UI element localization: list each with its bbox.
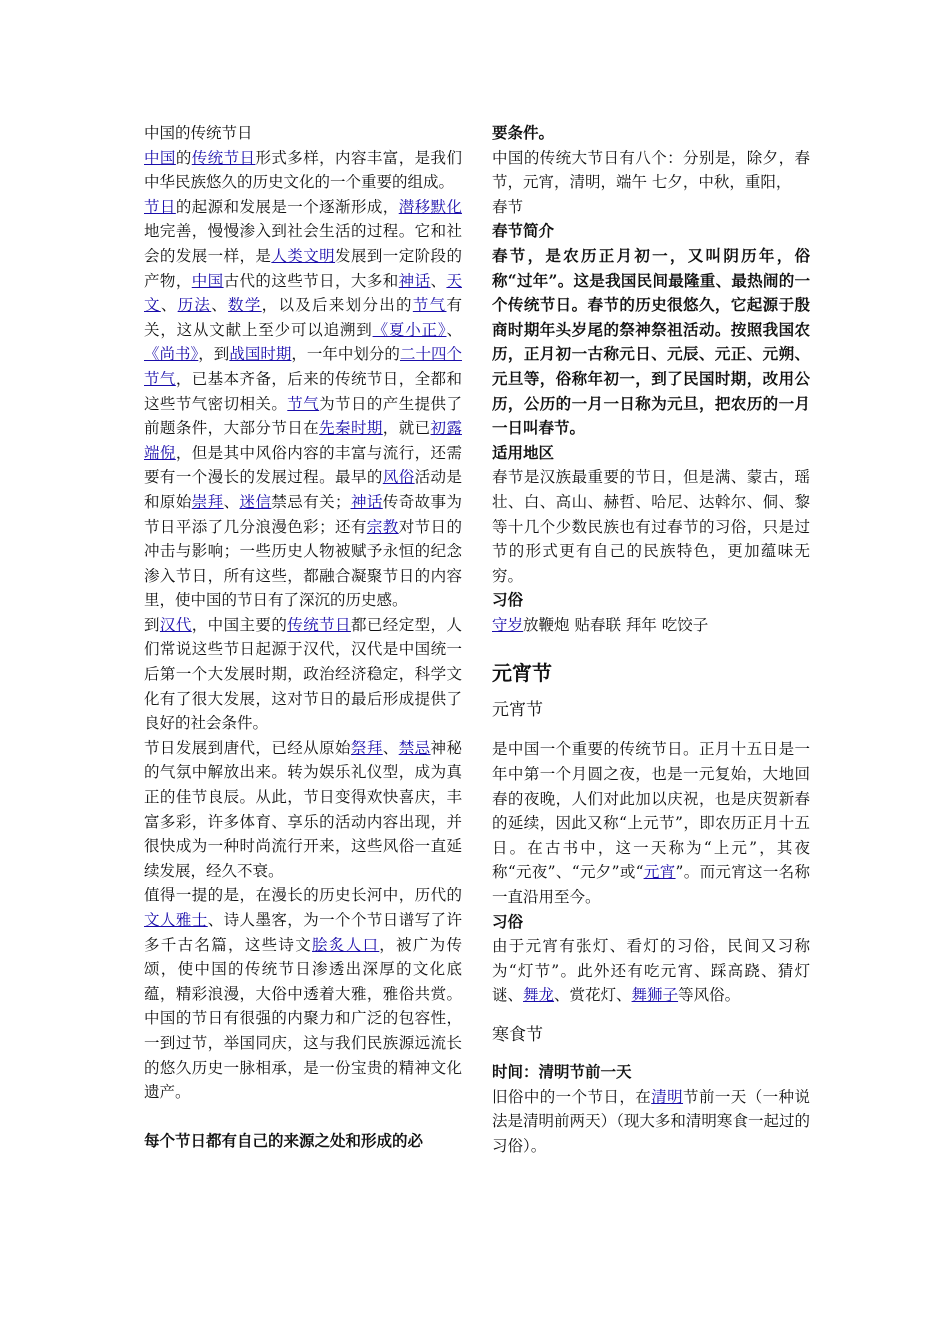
- link-lifa[interactable]: 历法: [177, 296, 212, 315]
- yuanxiao-custom-heading: 习俗: [492, 911, 524, 931]
- link-shuxue[interactable]: 数学: [228, 296, 262, 315]
- right-column: [492, 121, 810, 1158]
- origin-paragraph: 节日的起源和发展是一个逐渐形成，潜移默化地完善，慢慢渗入到社会生活的过程。它和社会的发展一样，是人类文明发展到一定阶段的产物，中国古代的这些节日，大多和神话、天文、历法、数学，以及后来划分出的节气有关，这从文献上至少可以追溯到《夏小正》、《尚书》，到战国时期，一年中划分的二十四个节气，已基本齐备，后来的传统节日，全都和这些节气密切相关。节气为节日的产生提供了前题条件，大部分节日在先秦时期，就已初露端倪，但是其中风俗内容的丰富与流行，还需要有一个漫长的发展过程。最早的风俗活动是和原始崇拜、迷信禁忌有关；神话传奇故事为节日平添了几分浪漫色彩；还有宗教对节日的冲击与影响；一些历史人物被赋予永恒的纪念渗入节日，所有这些，都融合凝聚节日的内容里，使中国的节日有了深沉的历史感。: [144, 197, 462, 610]
- custom-paragraph: 守岁放鞭炮 贴春联 拜年 吃饺子: [492, 615, 709, 634]
- link-tianwen[interactable]: 天文: [144, 271, 462, 315]
- link-jieri[interactable]: 节日: [144, 197, 176, 216]
- region-heading: 适用地区: [492, 442, 555, 462]
- link-mixin[interactable]: 迷信: [239, 492, 272, 511]
- hanshi-time: 时间：清明节前一天: [492, 1062, 632, 1081]
- region-paragraph: 春节是汉族最重要的节日，但是满、蒙古，瑶壮、白、高山、赫哲、哈尼、达斡尔、侗、黎等十几个少数民族也有过春节的习俗，只是过节的形式更有自己的民族特色，更加蕴味无穷。: [492, 468, 810, 585]
- hanshi-heading: 寒食节: [492, 1025, 543, 1045]
- link-jieqi[interactable]: 节气: [412, 296, 447, 315]
- intro-paragraph: 中国的传统节日形式多样，内容丰富，是我们中华民族悠久的历史文化的一个重要的组成。: [144, 148, 462, 192]
- link-jinji[interactable]: 禁忌: [398, 738, 431, 757]
- tangdai-paragraph: 节日发展到唐代，已经从原始祭拜、禁忌神秘的气氛中解放出来。转为娱乐礼仪型，成为真正的佳节良辰。从此，节日变得欢快喜庆，丰富多彩，许多体育、享乐的活动内容出现，并很快成为一种时尚流行开来，这些风俗一直延续发展，经久不衰。: [144, 738, 462, 880]
- left-column: [144, 121, 462, 1154]
- yuanxiao-custom-paragraph: 由于元宵有张灯、看灯的习俗，民间又习称为“灯节”。此外还有吃元宵、踩高跷、猜灯谜、舞龙、赏花灯、舞狮子等风俗。: [492, 937, 810, 1005]
- spring-intro-heading: 春节简介: [492, 221, 555, 241]
- bold-statement-continued: 要条件。: [492, 123, 555, 142]
- link-chongbai[interactable]: 崇拜: [191, 492, 224, 511]
- link-shangshu[interactable]: 《尚书》: [144, 345, 199, 364]
- article-title: 中国的传统节日: [144, 124, 253, 142]
- yuanxiao-heading: 元宵节: [492, 661, 552, 686]
- blank-line: [144, 1105, 462, 1130]
- link-xiaxiaozheng[interactable]: 《夏小正》: [372, 320, 447, 339]
- link-renlei-wenming[interactable]: 人类文明: [271, 246, 336, 265]
- link-jibai[interactable]: 祭拜: [350, 738, 383, 757]
- link-jieqi-2[interactable]: 节气: [287, 394, 320, 413]
- eight-festivals-paragraph: 中国的传统大节日有八个：分别是，除夕，春节，元宵，清明，端午 七夕，中秋，重阳，: [492, 148, 810, 192]
- link-zhongguo[interactable]: 中国: [144, 148, 176, 167]
- yuanxiao-subheading: 元宵节: [492, 700, 543, 721]
- link-chuantong-jieri-2[interactable]: 传统节日: [287, 615, 351, 634]
- link-handai[interactable]: 汉代: [159, 615, 192, 634]
- link-ershisi-jieqi[interactable]: 二十四个节气: [144, 345, 462, 388]
- wenren-paragraph: 值得一提的是，在漫长的历史长河中，历代的文人雅士、诗人墨客，为一个个节日谱写了许多千古名篇，这些诗文脍炙人口，被广为传颂，使中国的传统节日渗透出深厚的文化底蕴，精彩浪漫，大俗中透着大雅，雅俗共赏。中国的节日有很强的内聚力和广泛的包容性，一到过节，举国同庆，这与我们民族源远流长的悠久历史一脉相承，是一份宝贵的精神文化遗产。: [144, 886, 462, 1102]
- spring-intro-paragraph: 春节，是农历正月初一，又叫阴历年，俗称“过年”。这是我国民间最隆重、最热闹的一个传统节日。春节的历史很悠久，它起源于殷商时期年头岁尾的祭神祭祖活动。按照我国农历，正月初一古称元日、元辰、元正、元朔、元旦等，俗称年初一，到了民国时期，改用公历，公历的一月一日称为元旦，把农历的一月一日叫春节。: [492, 245, 810, 438]
- link-wulong[interactable]: 舞龙: [523, 986, 555, 1005]
- link-qianyimohua[interactable]: 潜移默化: [398, 197, 462, 216]
- bold-statement: 每个节日都有自己的来源之处和形成的必: [144, 1131, 424, 1151]
- link-zhongguo-2[interactable]: 中国: [191, 271, 224, 290]
- link-xianqin-shiqi[interactable]: 先秦时期: [319, 419, 383, 438]
- link-chuantong-jieri[interactable]: 传统节日: [191, 148, 256, 167]
- handai-paragraph: 到汉代，中国主要的传统节日都已经定型，人们常说这些节日起源于汉代，汉代是中国统一后第一个大发展时期，政治经济稳定，科学文化有了很大发展，这对节日的最后形成提供了良好的社会条件。: [144, 615, 462, 733]
- link-wenren-yashi[interactable]: 文人雅士: [144, 911, 208, 929]
- link-zongjiao[interactable]: 宗教: [366, 517, 399, 536]
- link-kuaizhi-renkou[interactable]: 脍炙人口: [312, 935, 380, 954]
- link-qingming[interactable]: 清明: [651, 1087, 684, 1106]
- link-chulu-duanni[interactable]: 初露端倪: [144, 419, 462, 462]
- link-shenhua[interactable]: 神话: [398, 271, 431, 290]
- link-shousui[interactable]: 守岁: [492, 615, 524, 634]
- custom-heading: 习俗: [492, 590, 524, 610]
- hanshi-paragraph: 旧俗中的一个节日，在清明节前一天（一种说法是清明前两天）（现大多和清明寒食一起过的习俗）。: [492, 1087, 810, 1155]
- link-fengsu[interactable]: 风俗: [382, 468, 415, 487]
- link-yuanxiao[interactable]: 元宵: [643, 863, 676, 882]
- yuanxiao-paragraph: 是中国一个重要的传统节日。正月十五日是一年中第一个月圆之夜，也是一元复始，大地回春的夜晚，人们对此加以庆祝，也是庆贺新春的延续，因此又称“上元节”，即农历正月十五日。在古书中，这一天称为“上元”，其夜称“元夜”、“元夕”或“元宵”。而元宵这一名称一直沿用至今。: [492, 740, 810, 907]
- link-zhanguo-shiqi[interactable]: 战国时期: [229, 345, 292, 364]
- spring-festival-label: 春节: [492, 197, 524, 216]
- link-shenhua-2[interactable]: 神话: [350, 492, 383, 511]
- link-wushizi[interactable]: 舞狮子: [631, 986, 679, 1005]
